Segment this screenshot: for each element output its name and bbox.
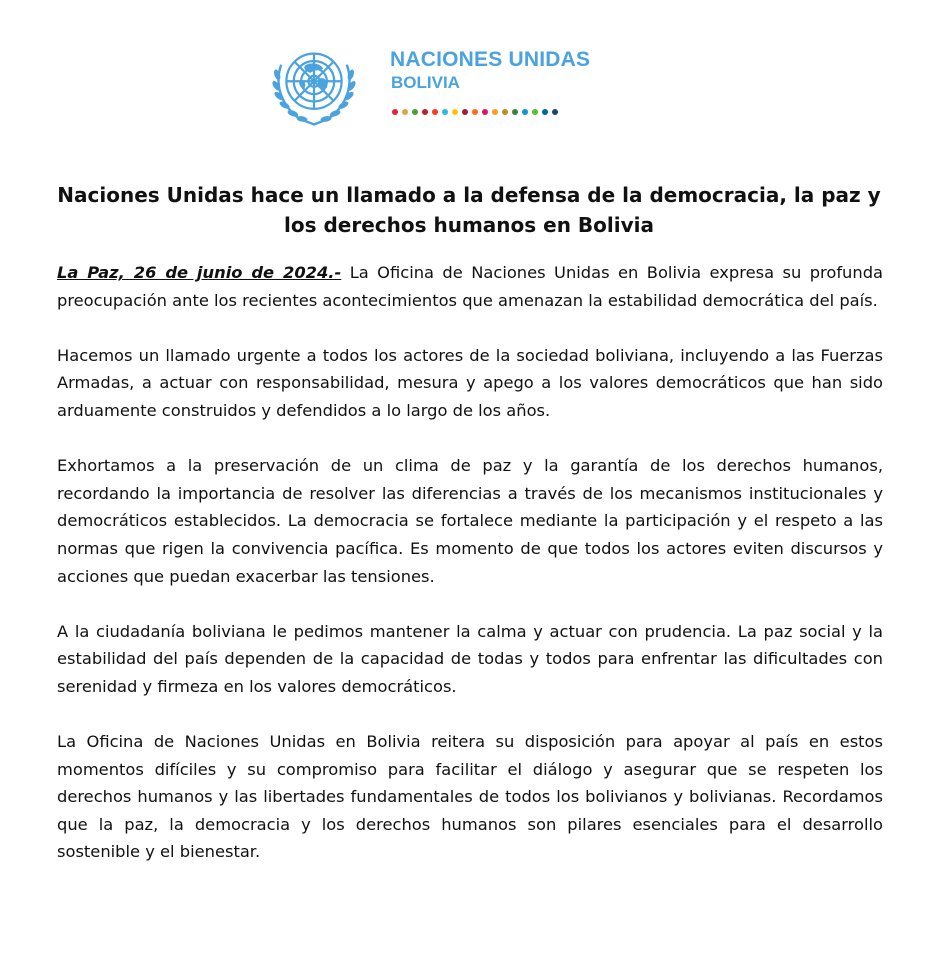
sdg-dot bbox=[422, 109, 428, 115]
sdg-dot bbox=[442, 109, 448, 115]
sdg-dot bbox=[542, 109, 548, 115]
press-release-body bbox=[57, 259, 883, 894]
sdg-dot bbox=[462, 109, 468, 115]
un-emblem-icon bbox=[268, 38, 360, 130]
paragraph-peace-rights: Exhortamos a la preservación de un clima de paz y la garantía de los derechos humanos, recordando la importancia de resolver las diferencias a través de los mecanismos institucionales y democráticos establecidos. La democracia se fortalece mediante la participación y el respeto a las normas que rigen la convivencia pacífica. Es momento de que todos los actores eviten discursos y acciones que puedan exacerbar las tensiones. bbox=[57, 456, 883, 586]
sdg-dot bbox=[512, 109, 518, 115]
paragraph-intro-text: La Oficina de Naciones Unidas en Bolivia expresa su profunda preocupación ante los recientes acontecimientos que amenazan la estabilidad democrática del país. bbox=[57, 263, 884, 310]
sdg-dot bbox=[532, 109, 538, 115]
sdg-dot bbox=[402, 109, 408, 115]
paragraph-intro bbox=[57, 259, 883, 314]
sdg-dot bbox=[502, 109, 508, 115]
sdg-dot bbox=[452, 109, 458, 115]
sdg-dot bbox=[482, 109, 488, 115]
press-release-title: Naciones Unidas hace un llamado a la defensa de la democracia, la paz y los derechos humanos en Bolivia bbox=[57, 183, 881, 237]
sdg-dot bbox=[552, 109, 558, 115]
sdg-dot bbox=[492, 109, 498, 115]
org-country: BOLIVIA bbox=[391, 73, 460, 92]
org-header bbox=[268, 38, 628, 134]
sdg-color-dots bbox=[392, 109, 558, 115]
paragraph-citizens: A la ciudadanía boliviana le pedimos mantener la calma y actuar con prudencia. La paz social y la estabilidad del país dependen de la capacidad de todas y todos para enfrentar las dificultades con serenidad y firmeza en los valores democráticos. bbox=[57, 621, 883, 696]
sdg-dot bbox=[392, 109, 398, 115]
sdg-dot bbox=[522, 109, 528, 115]
paragraph-commitment: La Oficina de Naciones Unidas en Bolivia reitera su disposición para apoyar al país en estos momentos difíciles y su compromiso para facilitar el diálogo y asegurar que se respeten los derechos humanos y las libertades fundamentales de todos los bolivianos y bolivianas. Recordamos que la paz, la democracia y los derechos humanos son pilares esenciales para el desarrollo sostenible y el bienestar. bbox=[57, 732, 883, 862]
dateline: La Paz, 26 de junio de 2024.- bbox=[57, 263, 342, 282]
paragraph-call-to-actors: Hacemos un llamado urgente a todos los actores de la sociedad boliviana, incluyendo a las Fuerzas Armadas, a actuar con responsabilidad, mesura y apego a los valores democráticos que han sido arduamente construidos y defendidos a lo largo de los años. bbox=[57, 345, 883, 420]
sdg-dot bbox=[412, 109, 418, 115]
org-name: NACIONES UNIDAS bbox=[390, 48, 591, 71]
sdg-dot bbox=[432, 109, 438, 115]
sdg-dot bbox=[472, 109, 478, 115]
